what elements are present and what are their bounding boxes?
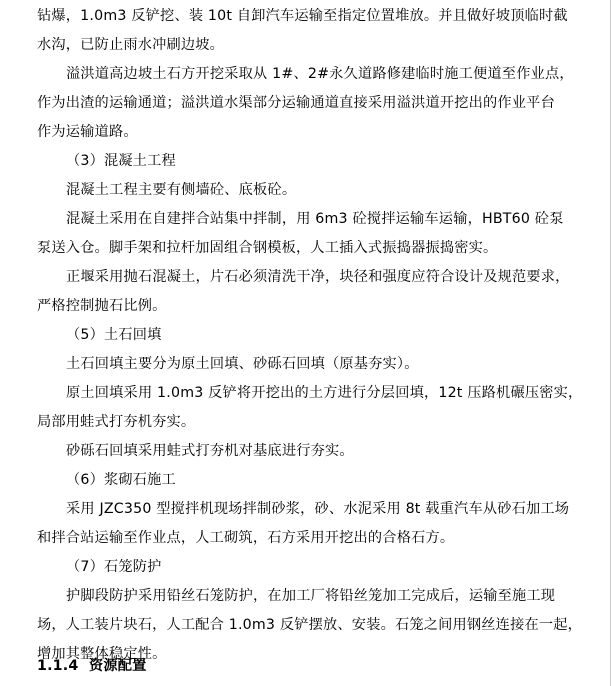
paragraph-line: 增加其整体稳定性。 — [37, 646, 167, 662]
paragraph-line: 混凝土采用在自建拌合站集中拌制，用 6m3 砼搅拌运输车运输，HBT60 砼泵 — [66, 211, 564, 227]
paragraph-line: 场，人工装片块石，人工配合 1.0m3 反铲摆放、安装。石笼之间用钢丝连接在一起， — [37, 617, 583, 633]
subheading-backfill: （5）土石回填 — [66, 327, 162, 343]
paragraph-line: 作为运输道路。 — [37, 124, 138, 140]
paragraph-line: 严格控制抛石比例。 — [37, 298, 167, 314]
paragraph-line: 混凝土工程主要有侧墙砼、底板砼。 — [66, 182, 297, 198]
section-title: 资源配置 — [89, 658, 147, 674]
paragraph-line: 护脚段防护采用铅丝石笼防护，在加工厂将铅丝笼加工完成后，运输至施工现 — [66, 588, 556, 604]
section-heading — [37, 656, 147, 676]
paragraph-line: 局部用蛙式打夯机夯实。 — [37, 414, 196, 430]
paragraph-line: 采用 JZC350 型搅拌机现场拌制砂浆，砂、水泥采用 8t 载重汽车从砂石加工场 — [66, 501, 570, 517]
paragraph-line: 溢洪道高边坡土石方开挖采取从 1#、2#永久道路修建临时施工便道至作业点， — [66, 66, 574, 82]
paragraph-line: 钻爆，1.0m3 反铲挖、装 10t 自卸汽车运输至指定位置堆放。并且做好坡顶临时截 — [37, 8, 568, 24]
paragraph-line: 土石回填主要分为原土回填、砂砾石回填（原基夯实）。 — [66, 356, 419, 372]
paragraph-line: 泵送入仓。脚手架和拉杆加固组合钢模板，人工插入式振捣器振捣密实。 — [37, 240, 498, 256]
paragraph-line: 和拌合站运输至作业点，人工砌筑，石方采用开挖出的合格石方。 — [37, 530, 455, 546]
subheading-gabion: （7）石笼防护 — [66, 559, 162, 575]
subheading-masonry: （6）浆砌石施工 — [66, 472, 176, 488]
section-number: 1.1.4 — [37, 658, 79, 674]
paragraph-line: 正堰采用抛石混凝土，片石必须清洗干净，块径和强度应符合设计及规范要求， — [66, 269, 570, 285]
paragraph-line: 砂砾石回填采用蛙式打夯机对基底进行夯实。 — [66, 443, 354, 459]
paragraph-line: 原土回填采用 1.0m3 反铲将开挖出的土方进行分层回填，12t 压路机碾压密实， — [66, 385, 583, 401]
subheading-concrete: （3）混凝土工程 — [66, 153, 176, 169]
paragraph-line: 水沟，已防止雨水冲刷边坡。 — [37, 37, 225, 53]
paragraph-line: 作为出渣的运输通道；溢洪道水渠部分运输通道直接采用溢洪道开挖出的作业平台 — [37, 95, 555, 111]
